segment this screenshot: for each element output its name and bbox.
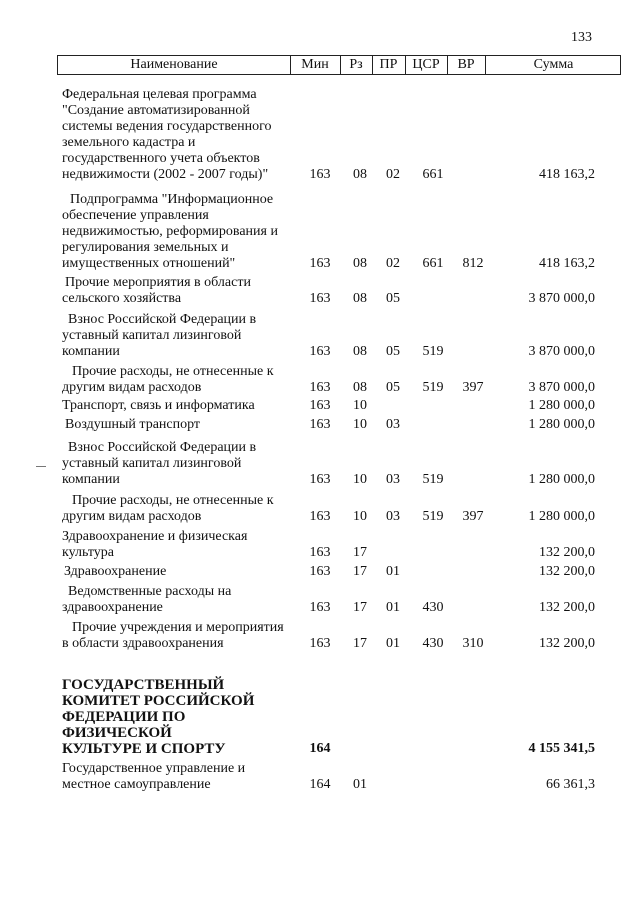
table-row	[0, 364, 640, 396]
row-sum: 4 155 341,5	[528, 741, 595, 756]
row-pr: 01	[386, 636, 400, 651]
row-sum: 132 200,0	[539, 545, 595, 560]
row-name: Взнос Российской Федерации в уставный капитал лизинговой компании	[62, 312, 257, 359]
table-row	[0, 413, 640, 433]
row-sum: 66 361,3	[546, 777, 595, 792]
table-row	[0, 677, 640, 757]
row-name: Прочие учреждения и мероприятия в области здравоохранения	[62, 620, 284, 651]
table-header	[57, 55, 621, 75]
header-rz: Рз	[349, 57, 363, 72]
header-sum: Сумма	[533, 57, 574, 72]
header-csr: ЦСР	[412, 57, 440, 72]
row-sum: 418 163,2	[539, 256, 595, 271]
row-pr: 02	[386, 167, 400, 182]
row-rz: 10	[353, 509, 367, 524]
row-sum: 3 870 000,0	[528, 344, 595, 359]
table-row	[0, 584, 640, 616]
row-min: 163	[309, 398, 331, 413]
row-pr: 01	[386, 564, 400, 579]
row-pr: 01	[386, 600, 400, 615]
row-name: ГОСУДАРСТВЕННЫЙ КОМИТЕТ РОССИЙСКОЙ ФЕДЕРАЦИИ ПО ФИЗИЧЕСКОЙ КУЛЬТУРЕ И СПОРТУ	[62, 677, 255, 757]
row-sum: 1 280 000,0	[528, 509, 595, 524]
row-rz: 17	[353, 545, 367, 560]
table-row	[0, 275, 640, 307]
row-rz: 08	[353, 344, 367, 359]
row-csr: 519	[422, 380, 444, 395]
row-vr: 397	[462, 509, 484, 524]
row-rz: 10	[353, 472, 367, 487]
table-row	[0, 440, 640, 488]
row-csr: 661	[422, 256, 444, 271]
table-row	[0, 192, 640, 272]
row-min: 163	[309, 344, 331, 359]
table-row	[0, 312, 640, 360]
row-name: Государственное управление и местное самоуправление	[62, 761, 246, 792]
row-name: Здравоохранение и физическая культура	[62, 529, 248, 560]
row-rz: 01	[353, 777, 367, 792]
row-pr: 03	[386, 472, 400, 487]
row-min: 163	[309, 600, 331, 615]
header-vr: ВР	[457, 57, 475, 72]
row-pr: 02	[386, 256, 400, 271]
row-name: Прочие мероприятия в области сельского хозяйства	[62, 275, 251, 306]
row-sum: 132 200,0	[539, 636, 595, 651]
row-name: Взнос Российской Федерации в уставный капитал лизинговой компании	[62, 440, 257, 487]
row-name: Ведомственные расходы на здравоохранение	[62, 584, 232, 615]
row-min: 163	[309, 564, 331, 579]
row-csr: 519	[422, 344, 444, 359]
row-name: Здравоохранение	[64, 564, 167, 579]
row-name: Прочие расходы, не отнесенные к другим видам расходов	[62, 364, 274, 395]
row-name: Прочие расходы, не отнесенные к другим видам расходов	[62, 493, 274, 524]
row-rz: 10	[353, 398, 367, 413]
row-rz: 17	[353, 636, 367, 651]
row-pr: 05	[386, 291, 400, 306]
row-sum: 418 163,2	[539, 167, 595, 182]
row-min: 163	[309, 291, 331, 306]
header-pr: ПР	[379, 57, 398, 72]
table-row	[0, 761, 640, 793]
row-vr: 812	[462, 256, 484, 271]
row-sum: 1 280 000,0	[528, 398, 595, 413]
row-rz: 08	[353, 256, 367, 271]
row-name: Транспорт, связь и информатика	[62, 398, 255, 413]
table-row	[0, 87, 640, 183]
row-sum: 1 280 000,0	[528, 472, 595, 487]
page-number: 133	[571, 30, 592, 45]
row-rz: 08	[353, 291, 367, 306]
row-min: 163	[309, 380, 331, 395]
row-sum: 132 200,0	[539, 564, 595, 579]
row-vr: 397	[462, 380, 484, 395]
row-min: 163	[309, 256, 331, 271]
row-csr: 430	[422, 600, 444, 615]
row-name: Воздушный транспорт	[65, 417, 201, 432]
row-name: Федеральная целевая программа "Создание автоматизированной системы ведения государственного земельного кадастра и государственного учета объектов недвижимости (2002 - 2007 годы)"	[62, 87, 272, 182]
table-row	[0, 620, 640, 652]
row-rz: 08	[353, 167, 367, 182]
row-min: 163	[309, 472, 331, 487]
row-pr: 03	[386, 417, 400, 432]
row-min: 164	[309, 741, 331, 756]
row-pr: 05	[386, 380, 400, 395]
header-min: Мин	[301, 57, 329, 72]
row-sum: 3 870 000,0	[528, 291, 595, 306]
table-row	[0, 394, 640, 414]
row-sum: 1 280 000,0	[528, 417, 595, 432]
row-min: 163	[309, 167, 331, 182]
margin-mark	[36, 466, 46, 467]
row-csr: 519	[422, 472, 444, 487]
row-csr: 661	[422, 167, 444, 182]
table-row	[0, 493, 640, 525]
table-row	[0, 529, 640, 561]
row-rz: 10	[353, 417, 367, 432]
row-min: 164	[309, 777, 331, 792]
row-name: Подпрограмма "Информационное обеспечение управления недвижимостью, реформирования и регулирования земельных и имущественных отношений"	[62, 192, 278, 271]
header-name: Наименование	[130, 57, 218, 72]
row-min: 163	[309, 545, 331, 560]
row-min: 163	[309, 636, 331, 651]
row-min: 163	[309, 509, 331, 524]
row-min: 163	[309, 417, 331, 432]
row-rz: 17	[353, 564, 367, 579]
row-rz: 17	[353, 600, 367, 615]
row-rz: 08	[353, 380, 367, 395]
row-sum: 132 200,0	[539, 600, 595, 615]
row-vr: 310	[462, 636, 484, 651]
row-sum: 3 870 000,0	[528, 380, 595, 395]
table-row	[0, 560, 640, 580]
row-pr: 03	[386, 509, 400, 524]
row-pr: 05	[386, 344, 400, 359]
row-csr: 519	[422, 509, 444, 524]
row-csr: 430	[422, 636, 444, 651]
